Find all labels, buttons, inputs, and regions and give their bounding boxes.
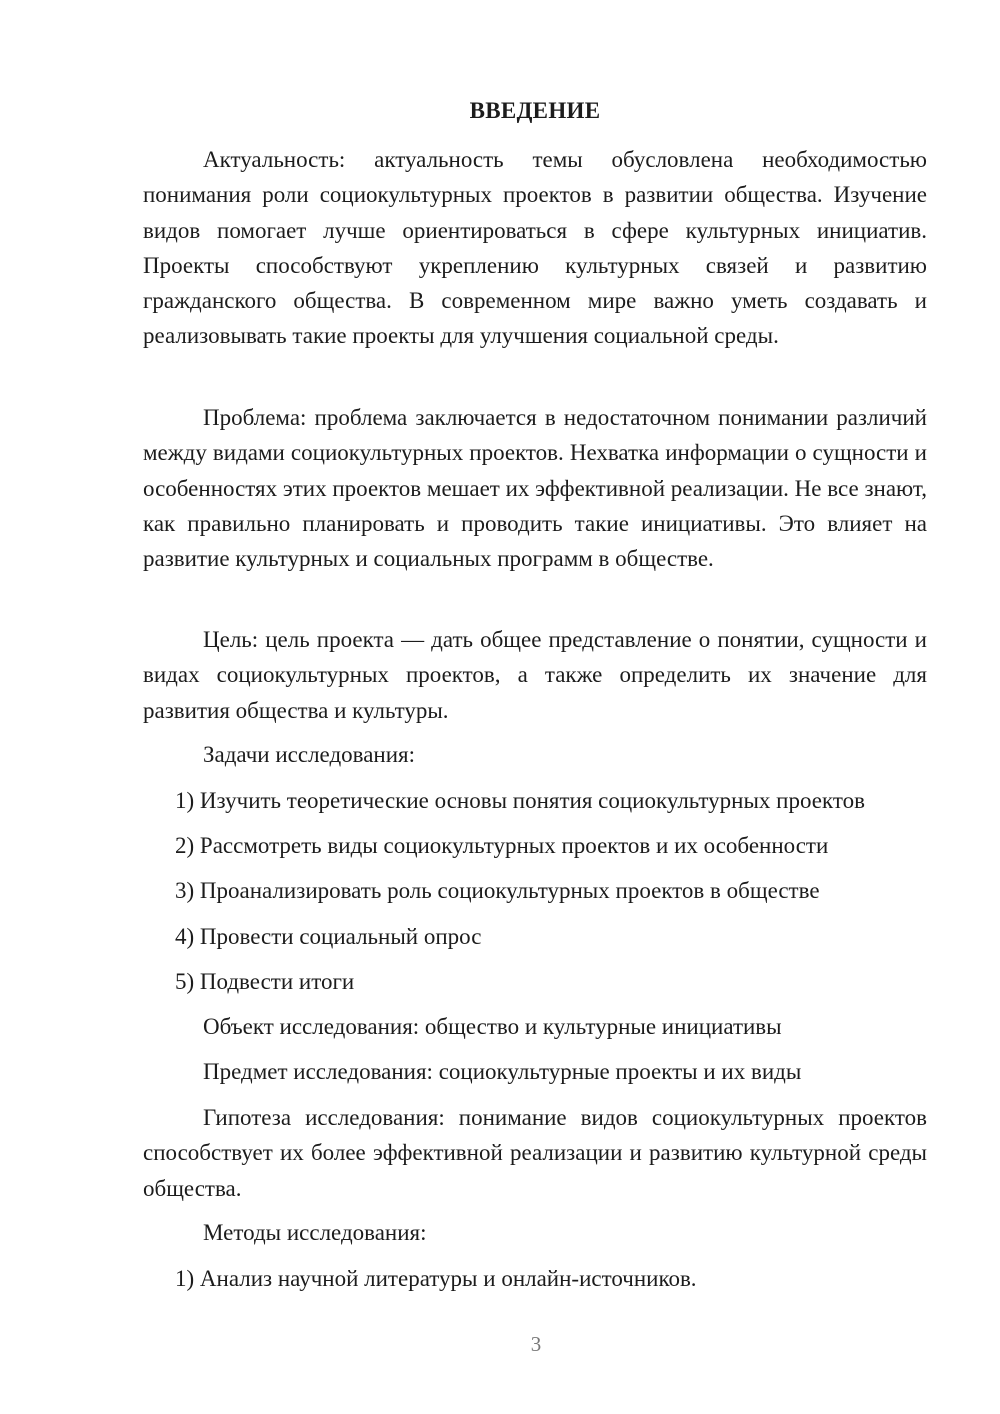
problem-paragraph: Проблема: проблема заключается в недостаточном понимании различий между видами социокультурных проектов. Нехватка информации о сущности и особенностях этих проектов мешает их эффективной реализации. Не все знают, как правильно планировать и проводить такие инициативы. Это влияет на развитие культурных и социальных программ в обществе.	[143, 405, 927, 572]
research-object: Объект исследования: общество и культурные инициативы	[203, 1014, 782, 1039]
task-item-5: 5) Подвести итоги	[175, 969, 355, 994]
page-number: 3	[530, 1332, 542, 1356]
goal-paragraph: Цель: цель проекта — дать общее представление о понятии, сущности и видах социокультурных проектов, а также определить их значение для развития общества и культуры.	[143, 627, 927, 723]
task-item-3: 3) Проанализировать роль социокультурных проектов в обществе	[175, 878, 820, 903]
tasks-heading: Задачи исследования:	[203, 742, 416, 767]
task-item-1: 1) Изучить теоретические основы понятия социокультурных проектов	[175, 788, 865, 813]
methods-heading: Методы исследования:	[203, 1220, 427, 1245]
hypothesis-paragraph: Гипотеза исследования: понимание видов социокультурных проектов способствует их более эффективной реализации и развитию культурной среды общества.	[143, 1105, 927, 1201]
research-subject: Предмет исследования: социокультурные проекты и их виды	[203, 1059, 802, 1084]
page-title: ВВЕДЕНИЕ	[469, 98, 601, 123]
task-item-4: 4) Провести социальный опрос	[175, 924, 482, 949]
relevance-paragraph: Актуальность: актуальность темы обусловлена необходимостью понимания роли социокультурных проектов в развитии общества. Изучение видов помогает лучше ориентироваться в сфере культурных инициатив. Проекты способствуют укреплению культурных связей и развитию гражданского общества. В современном мире важно уметь создавать и реализовывать такие проекты для улучшения социальной среды.	[143, 147, 927, 349]
method-item-1: 1) Анализ научной литературы и онлайн-источников.	[175, 1266, 697, 1291]
task-item-2: 2) Рассмотреть виды социокультурных проектов и их особенности	[175, 833, 829, 858]
